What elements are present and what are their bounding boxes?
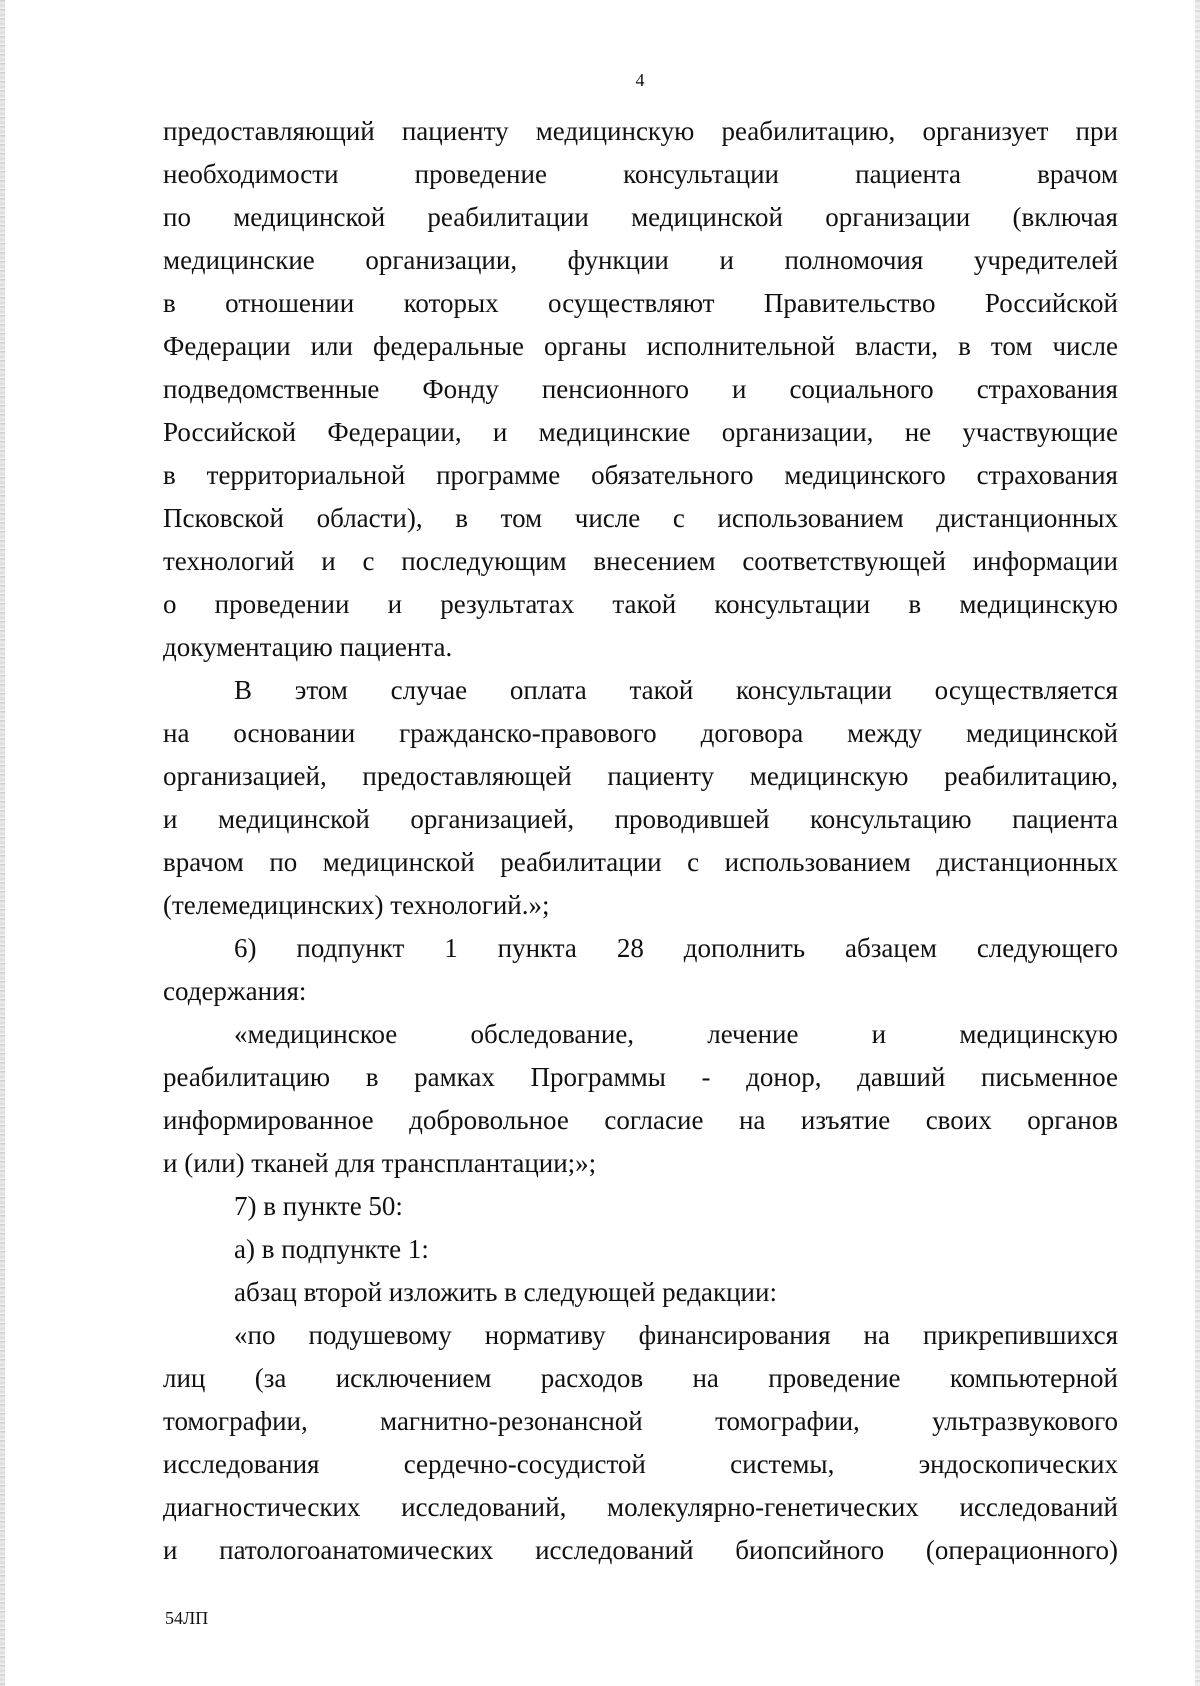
word: патологоанатомических: [219, 1535, 494, 1565]
word: информации: [972, 546, 1118, 576]
word: информированное: [163, 1105, 374, 1135]
word: магнитно-резонансной: [380, 1406, 643, 1436]
word: в: [365, 1062, 379, 1092]
word: медицинской: [322, 847, 475, 877]
text-line: [163, 1400, 1118, 1443]
text-line: [163, 325, 1118, 368]
word: медицинские: [163, 245, 315, 275]
text-line: [163, 712, 1118, 755]
word: программе: [436, 460, 561, 490]
word: прикрепившихся: [922, 1320, 1118, 1350]
word: реабилитацию,: [721, 116, 896, 146]
word: предоставляющей: [362, 761, 572, 791]
word: внесением: [593, 546, 716, 576]
word: отношении: [225, 288, 355, 318]
word: числе: [574, 503, 641, 533]
word: пенсионного: [541, 374, 689, 404]
word: договора: [700, 718, 804, 748]
word: соответствующей: [742, 546, 946, 576]
word: гражданско-правового: [399, 718, 657, 748]
text-line: [163, 1357, 1118, 1400]
text-line: [163, 1486, 1118, 1529]
word: страхования: [976, 460, 1118, 490]
text-line: [163, 239, 1118, 282]
word: организацией,: [163, 761, 327, 791]
word: томографии,: [163, 1406, 308, 1436]
word: своих: [925, 1105, 992, 1135]
word: технологий: [163, 546, 295, 576]
text-line: [163, 841, 1118, 884]
word: числе: [1052, 331, 1118, 361]
word: медицинской: [217, 804, 370, 834]
word: реабилитации: [427, 202, 589, 232]
word: «медицинское: [234, 1019, 398, 1049]
word: организации: [825, 202, 971, 232]
word: в: [455, 503, 468, 533]
word: консультации: [736, 675, 892, 705]
word: эндоскопических: [918, 1449, 1118, 1479]
word: медицинскую: [959, 589, 1118, 619]
word: биопсийного: [735, 1535, 885, 1565]
word: 28: [616, 933, 644, 963]
word: (включая: [1012, 202, 1118, 232]
word: медицинскую: [959, 1019, 1118, 1049]
text-line: (телемедицинских) технологий.»;: [163, 890, 550, 920]
word: следующего: [976, 933, 1118, 963]
word: компьютерной: [949, 1363, 1118, 1393]
word: консультации: [714, 589, 871, 619]
word: в: [908, 589, 922, 619]
word: учредителей: [973, 245, 1118, 275]
word: основании: [233, 718, 356, 748]
word: дистанционных: [936, 503, 1118, 533]
word: социального: [789, 374, 934, 404]
word: В: [234, 675, 253, 705]
word: оплата: [509, 675, 587, 705]
page-number: 4: [635, 70, 645, 90]
word: медицинской: [966, 718, 1118, 748]
word: рамках: [414, 1062, 495, 1092]
word: проведение: [414, 159, 547, 189]
word: между: [847, 718, 923, 748]
text-line: и (или) тканей для трансплантации;»;: [163, 1148, 597, 1178]
word: случае: [390, 675, 468, 705]
text-line: [163, 583, 1118, 626]
word: органы: [544, 331, 627, 361]
word: предоставляющий: [163, 116, 375, 146]
word: пациента: [1012, 804, 1118, 834]
word: (за: [254, 1363, 287, 1393]
word: подушевому: [308, 1320, 452, 1350]
word: на: [163, 718, 190, 748]
word: которых: [403, 288, 499, 318]
word: том: [990, 331, 1033, 361]
word: письменное: [980, 1062, 1118, 1092]
word: 6): [234, 933, 257, 963]
word: расходов: [540, 1363, 644, 1393]
word: области),: [316, 503, 423, 533]
word: «по: [234, 1320, 276, 1350]
word: абзацем: [845, 933, 937, 963]
word: федеральные: [373, 331, 524, 361]
word: на: [863, 1320, 890, 1350]
word: в: [163, 460, 176, 490]
word: Правительство: [763, 288, 936, 318]
text-line: [163, 927, 1118, 970]
word: медицинской: [631, 202, 783, 232]
word: использованием: [717, 503, 904, 533]
word: Программы: [530, 1062, 666, 1092]
word: врачом: [1037, 159, 1118, 189]
word: обследование,: [470, 1019, 635, 1049]
word: дистанционных: [936, 847, 1118, 877]
word: и: [321, 546, 336, 576]
word: такой: [629, 675, 694, 705]
word: -: [701, 1062, 711, 1092]
word: по: [269, 847, 298, 877]
word: результатах: [440, 589, 575, 619]
text-line: [163, 669, 1118, 712]
word: на: [692, 1363, 719, 1393]
word: консультацию: [809, 804, 972, 834]
word: организации,: [365, 245, 518, 275]
text-line: содержания:: [163, 976, 307, 1006]
word: пациента: [855, 159, 962, 189]
text-line: [163, 1314, 1118, 1357]
word: организацией,: [410, 804, 575, 834]
word: Федерации: [163, 331, 291, 361]
text-line: а) в подпункте 1:: [234, 1234, 429, 1264]
word: лечение: [707, 1019, 799, 1049]
word: с: [672, 503, 685, 533]
word: врачом: [163, 847, 244, 877]
text-line: [163, 1099, 1118, 1142]
word: с: [362, 546, 375, 576]
text-line: абзац второй изложить в следующей редакции:: [234, 1277, 777, 1307]
word: или: [310, 331, 353, 361]
text-line: [163, 1013, 1118, 1056]
text-line: [163, 153, 1118, 196]
text-line: 7) в пункте 50:: [234, 1191, 403, 1221]
text-line: [163, 454, 1118, 497]
word: подпункт: [296, 933, 405, 963]
word: молекулярно-генетических: [607, 1492, 919, 1522]
word: реабилитацию,: [944, 761, 1118, 791]
text-line: [163, 1529, 1118, 1572]
word: участвующие: [962, 417, 1118, 447]
word: проведение: [768, 1363, 901, 1393]
text-line: [163, 497, 1118, 540]
word: 1: [444, 933, 458, 963]
word: и: [163, 804, 178, 834]
word: системы,: [730, 1449, 835, 1479]
word: Федерации,: [327, 417, 462, 447]
word: осуществляют: [548, 288, 715, 318]
word: о: [163, 589, 177, 619]
word: и: [387, 589, 403, 619]
word: исследования: [163, 1449, 320, 1479]
text-line: [163, 798, 1118, 841]
word: дополнить: [683, 933, 806, 963]
word: полномочия: [784, 245, 924, 275]
word: и: [731, 374, 747, 404]
word: подведомственные: [163, 374, 380, 404]
word: пациенту: [401, 116, 509, 146]
word: исключением: [335, 1363, 492, 1393]
text-line: [163, 282, 1118, 325]
word: исследований: [959, 1492, 1118, 1522]
word: Фонду: [422, 374, 499, 404]
word: территориальной: [206, 460, 406, 490]
word: и: [871, 1019, 887, 1049]
word: власти,: [855, 331, 939, 361]
word: томографии,: [715, 1406, 860, 1436]
word: (операционного): [925, 1535, 1118, 1565]
word: Псковской: [163, 503, 284, 533]
word: необходимости: [163, 159, 339, 189]
word: исследований,: [401, 1492, 567, 1522]
word: исследований: [535, 1535, 694, 1565]
word: медицинского: [784, 460, 946, 490]
word: и: [719, 245, 734, 275]
word: проведении: [214, 589, 350, 619]
word: осуществляется: [934, 675, 1118, 705]
word: при: [1075, 116, 1118, 146]
word: медицинскую: [535, 116, 695, 146]
word: пункта: [497, 933, 577, 963]
word: такой: [612, 589, 677, 619]
footer-code: 54ЛП: [165, 1608, 209, 1628]
word: функции: [567, 245, 669, 275]
word: и: [492, 417, 508, 447]
word: страхования: [976, 374, 1118, 404]
word: не: [904, 417, 932, 447]
word: реабилитации: [500, 847, 662, 877]
word: консультации: [623, 159, 779, 189]
scan-edge-right: [1195, 0, 1200, 1686]
word: Российской: [163, 417, 297, 447]
text-line: [163, 110, 1118, 153]
word: по: [163, 202, 191, 232]
word: нормативу: [484, 1320, 606, 1350]
text-line: [163, 1056, 1118, 1099]
text-line: документацию пациента.: [163, 632, 453, 662]
word: донор,: [746, 1062, 822, 1092]
word: финансирования: [638, 1320, 831, 1350]
word: ультразвукового: [932, 1406, 1118, 1436]
word: согласие: [604, 1105, 704, 1135]
word: медицинские: [538, 417, 691, 447]
text-line: [163, 540, 1118, 583]
word: реабилитацию: [163, 1062, 331, 1092]
word: в: [163, 288, 176, 318]
word: и: [163, 1535, 178, 1565]
word: с: [687, 847, 700, 877]
word: последующим: [401, 546, 567, 576]
word: диагностических: [163, 1492, 361, 1522]
word: на: [738, 1105, 766, 1135]
word: изъятие: [800, 1105, 891, 1135]
word: давший: [857, 1062, 946, 1092]
document-body: [163, 110, 1118, 1572]
word: использованием: [724, 847, 911, 877]
scan-edge-left: [0, 0, 5, 1686]
text-line: [163, 368, 1118, 411]
word: медицинской: [233, 202, 386, 232]
text-line: [163, 755, 1118, 798]
text-line: [163, 1443, 1118, 1486]
word: том: [500, 503, 543, 533]
word: организации,: [721, 417, 874, 447]
text-line: [163, 196, 1118, 239]
word: этом: [294, 675, 348, 705]
word: организует: [922, 116, 1049, 146]
word: пациенту: [607, 761, 715, 791]
word: медицинскую: [749, 761, 909, 791]
word: добровольное: [409, 1105, 569, 1135]
word: органов: [1027, 1105, 1118, 1135]
word: в: [958, 331, 971, 361]
word: исполнительной: [646, 331, 836, 361]
word: лиц: [163, 1363, 206, 1393]
text-line: [163, 411, 1118, 454]
word: обязательного: [591, 460, 754, 490]
word: Российской: [984, 288, 1118, 318]
word: проводившей: [614, 804, 770, 834]
word: сердечно-сосудистой: [403, 1449, 646, 1479]
